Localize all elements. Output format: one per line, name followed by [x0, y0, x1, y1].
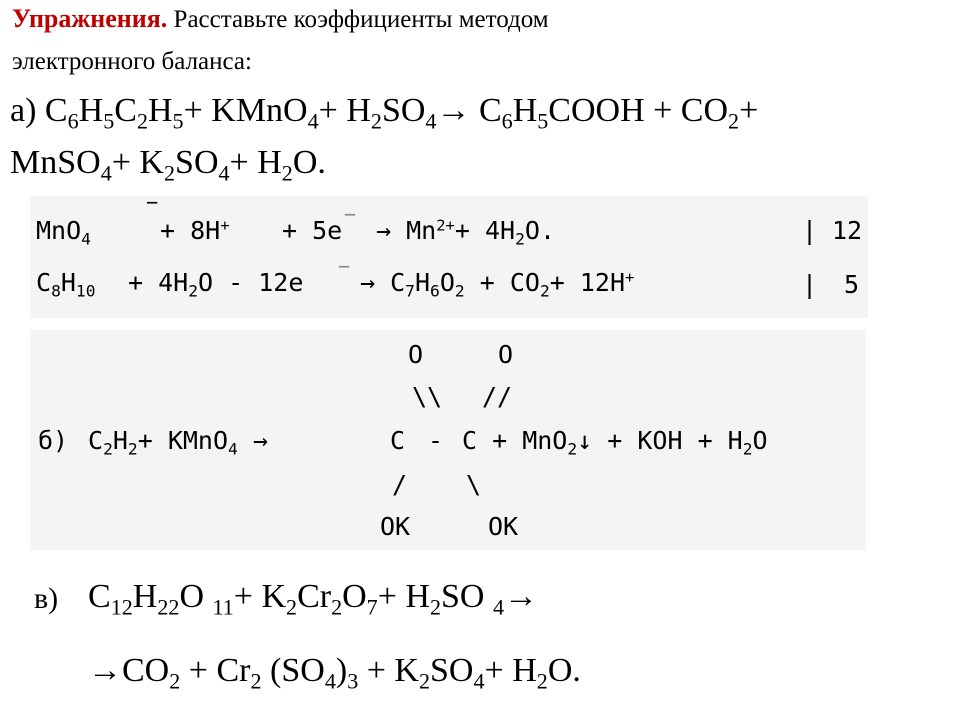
coefficient-bar-1: | [802, 216, 818, 245]
oxygen-top-left: O [408, 340, 424, 369]
ok-group-right: OK [488, 512, 519, 541]
half-reactions-block: MnO$_4$ − + 8H+ + 5e − → $Mn^{2+}+ 4H_2O$. | 12 $C_8H_{10}$ + $4H_2O - 12e$ − → $C_7H_6O_2 + CO_2+ 12H^+$ | 5 [30, 196, 868, 318]
equation-a-line1: а) $C_6H_5C_2H_5+$ KMnO$_4$+ $H_2SO_4\to$ $C_6H_5COOH + CO_2+$ [10, 92, 759, 134]
coefficient-5: 5 [844, 270, 860, 299]
equation-c-line1: $C_{12}H_{22}O$ $_{11}+ K_2Cr_2O_7+ H_2SO$ $_4$→ [88, 578, 539, 620]
separator [30, 320, 868, 330]
equation-b-label: б) [38, 426, 69, 455]
double-bond-left: \\ [412, 382, 443, 411]
single-bond-right: \ [466, 470, 482, 499]
equation-a-line2: MnSO$_4$+ $K_2SO_4+ H_2O$. [10, 144, 326, 186]
carbon-bond-dash: - [428, 426, 444, 455]
carbon-left: C [390, 426, 406, 455]
equation-b-block [30, 330, 866, 550]
single-bond-left: / [392, 470, 408, 499]
oxygen-top-right: O [498, 340, 514, 369]
double-bond-right: // [482, 382, 513, 411]
equation-b-reactants: $C_2H_2+$ KMnO$_4$ → [88, 426, 268, 459]
exercise-header [12, 4, 549, 34]
task-instruction-line1: Расставьте коэффициенты методом [167, 6, 549, 33]
coefficient-12: 12 [832, 216, 863, 245]
coefficient-bar-2: | [802, 270, 818, 299]
task-instruction-line2: электронного баланса: [12, 48, 252, 75]
ok-group-left: OK [380, 512, 411, 541]
equation-b-products: C + MnO$_2$↓ + KOH + $H_2O$ [462, 426, 768, 459]
equation-c-line2: $\to CO_2 + Cr_2$ $(SO_4)_3 + K_2SO_4+ H_2O$. [88, 652, 581, 694]
equation-c-label: в) [34, 582, 59, 615]
exercise-title: Упражнения. [12, 4, 168, 33]
